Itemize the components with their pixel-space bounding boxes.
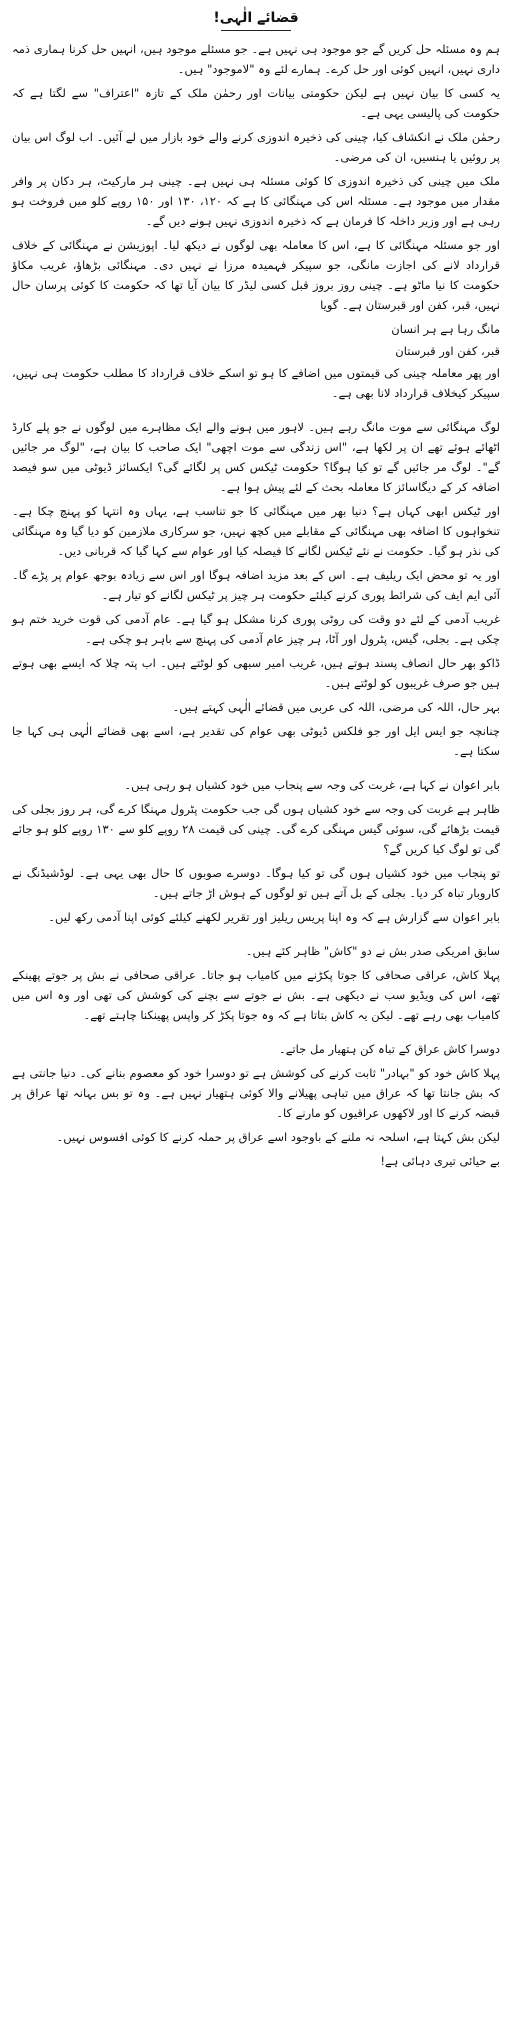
paragraph: اور پھر معاملہ چینی کی قیمتوں میں اضافے کا ہو تو اسکے خلاف قرارداد کا مطلب حکومت ہی نہیں، سپیکر کیخلاف قرارداد لانا بھی ہے۔ — [12, 366, 500, 400]
paragraph: پہلا کاش، عراقی صحافی کا جوتا پکڑنے میں کامیاب ہو جاتا۔ عراقی صحافی نے بش پر جوتے پھینکے تھے، اس کی ویڈیو سب نے دیکھی ہے۔ بش نے جوتے سے بچنے کی کوشش کی تھی اور وہ اس میں کامیاب بھی رہے تھے۔ لیکن یہ کاش بتاتا ہے کہ وہ جوتا پکڑ کر واپس پھینکنا چاہتے تھے۔ — [12, 968, 500, 1022]
paragraph: اور ٹیکس ابھی کہاں ہے؟ دنیا بھر میں مہنگائی کا جو تناسب ہے، یہاں وہ انتہا کو پہنچ چکا ہے۔ تنخواہوں کا اضافہ بھی مہنگائی کے مقابلے میں کچھ نہیں، جو سرکاری ملازمین کو دیا گیا وہ مہنگائی کی نذر ہو گیا۔ حکومت نے نئے ٹیکس لگانے کا فیصلہ کیا اور عوام سے کہا گیا کہ قربانی دیں۔ — [12, 504, 500, 558]
paragraph: غریب آدمی کے لئے دو وقت کی روٹی پوری کرنا مشکل ہو گیا ہے۔ عام آدمی کی قوت خرید ختم ہو چکی ہے۔ بجلی، گیس، پٹرول اور آٹا، ہر چیز عام آدمی کی پہنچ سے باہر ہو چکی ہے۔ — [12, 612, 500, 646]
paragraph: چنانچہ جو ایس ایل اور جو فلکس ڈیوٹی بھی عوام کی تقدیر ہے، اسے بھی قضائے الٰہی ہی کہا جا سکتا ہے۔ — [12, 724, 500, 758]
paragraph: لیکن بش کہتا ہے، اسلحہ نہ ملنے کے باوجود اسے عراق پر حملہ کرنے کا کوئی افسوس نہیں۔ — [56, 1130, 500, 1144]
paragraph: بے حیائی تیری دہائی ہے! — [380, 1154, 500, 1168]
paragraph: بابر اعوان نے کہا ہے، غربت کی وجہ سے پنجاب میں خود کشیاں ہو رہی ہیں۔ — [124, 778, 500, 792]
article-section — [12, 941, 500, 1025]
article-section — [12, 775, 500, 927]
paragraph: لوگ مہنگائی سے موت مانگ رہے ہیں۔ لاہور میں ہونے والے ایک مظاہرے میں لوگوں نے جو پلے کارڈ اٹھائے ہوئے تھے ان پر لکھا ہے، "اس زندگی سے موت اچھی" ایک صاحب کا بیان ہے، "لوگ مر جائیں گے"۔ لوگ مر جائیں گے تو کیا ہوگا؟ حکومت ٹیکس کس پر لگائے گی؟ ایکسائز ڈیوٹی میں سو فیصد اضافہ کر کے دیگاسائز کا معاملہ بحث کے لئے پیش ہوا ہے۔ — [12, 420, 500, 494]
paragraph: رحمٰن ملک نے انکشاف کیا، چینی کی ذخیرہ اندوزی کرنے والے خود بازار میں لے آئیں۔ اب لوگ اس بیان پر روئیں یا ہنسیں، ان کی مرضی۔ — [12, 130, 500, 164]
paragraph: بہر حال، اللہ کی مرضی، اللہ کی عربی میں قضائے الٰہی کہتے ہیں۔ — [172, 700, 500, 714]
paragraph: تو پنجاب میں خود کشیاں ہوں گی تو کیا ہوگا۔ دوسرے صوبوں کا حال بھی یہی ہے۔ لوڈشیڈنگ نے کاروبار تباہ کر دیا۔ بجلی کے بل آتے ہیں تو لوگوں کے ہوش اڑ جاتے ہیں۔ — [12, 866, 500, 900]
article-section — [12, 39, 500, 403]
paragraph: مانگ رہا ہے ہر انسان — [391, 322, 500, 336]
paragraph: ڈاکو بھر حال انصاف پسند ہوتے ہیں، غریب امیر سبھی کو لوٹتے ہیں۔ اب پتہ چلا کہ ایسے بھی ہوتے ہیں جو صرف غریبوں کو لوٹتے ہیں۔ — [12, 656, 500, 690]
paragraph: بابر اعوان سے گزارش ہے کہ وہ اپنا پریس ریلیز اور تقریر لکھنے کیلئے کوئی اپنا آدمی رکھ لیں۔ — [48, 910, 500, 924]
paragraph: یہ کسی کا بیان نہیں ہے لیکن حکومتی بیانات اور رحمٰن ملک کے تازہ "اعتراف" سے لگتا ہے کہ حکومت کی پالیسی یہی ہے۔ — [12, 86, 500, 120]
paragraph: اور جو مسئلہ مہنگائی کا ہے، اس کا معاملہ بھی لوگوں نے دیکھ لیا۔ اپوزیشن نے مہنگائی کے خلاف قرارداد لانے کی اجازت مانگی، جو سپیکر فہمیدہ مرزا نے نہیں دی۔ مہنگائی بڑھاؤ، غریب مکاؤ حکومت کا نیا ماٹو ہے۔ چینی روز بروز قبل کسی لیڈر کا بیان آیا تھا کہ حکومت کا کوئی پرسان حال نہیں، قبر، کفن اور قبرستان ہے۔ گویا — [12, 238, 500, 312]
paragraph: پہلا کاش خود کو "بہادر" ثابت کرنے کی کوشش ہے تو دوسرا خود کو معصوم بنانے کی۔ دنیا جانتی ہے کہ بش جانتا تھا کہ عراق میں تباہی پھیلانے والا کوئی ہتھیار نہیں ہے۔ وہ تو بس بہانہ تھا عراق پر قبضہ کرنے کا اور لاکھوں عراقیوں کو مارنے کا۔ — [12, 1066, 500, 1120]
paragraph: ملک میں چینی کی ذخیرہ اندوزی کا کوئی مسئلہ ہی نہیں ہے۔ چینی ہر مارکیٹ، ہر دکان پر وافر مقدار میں موجود ہے۔ مسئلہ اس کی مہنگائی کا ہے کہ ۱۲۰، ۱۳۰ اور ۱۵۰ روپے کلو میں فروخت ہو رہی ہے اور وزیر داخلہ کا فرمان ہے کہ ذخیرہ اندوزی نہیں ہونے دیں گے۔ — [12, 174, 500, 228]
paragraph: دوسرا کاش عراق کے تباہ کن ہتھیار مل جاتے۔ — [279, 1042, 500, 1056]
paragraph: قبر، کفن اور قبرستان — [395, 344, 500, 358]
paragraph: ہم وہ مسئلہ حل کریں گے جو موجود ہی نہیں ہے۔ جو مسئلے موجود ہیں، انہیں حل کرنا ہماری ذمہ داری نہیں، انہیں کوئی اور حل کرے۔ ہمارے لئے وہ "لاموجود" ہیں۔ — [12, 42, 500, 76]
article-body — [12, 39, 500, 1171]
article-title: قضائے الٰہی! — [213, 10, 299, 26]
paragraph: اور یہ تو محض ایک ریلیف ہے۔ اس کے بعد مزید اضافہ ہوگا اور اس سے زیادہ بوجھ عوام پر پڑے گا۔ آئی ایم ایف کی شرائط پوری کرنے کیلئے حکومت ہر چیز پر ٹیکس لگانے کو تیار ہے۔ — [12, 568, 500, 602]
article-section — [12, 1039, 500, 1171]
article-section — [12, 417, 500, 761]
paragraph: ظاہر ہے غربت کی وجہ سے خود کشیاں ہوں گی جب حکومت پٹرول مہنگا کرے گی، ہر روز بجلی کی قیمت بڑھائے گی، سوئی گیس مہنگی کرے گی۔ چینی کی قیمت ۲۸ روپے کلو سے ۱۳۰ روپے کلو ہو جائے گی تو لوگ کیا کریں گے؟ — [12, 802, 500, 856]
paragraph: سابق امریکی صدر بش نے دو "کاش" ظاہر کئے ہیں۔ — [245, 944, 500, 958]
title-underline — [221, 30, 291, 31]
